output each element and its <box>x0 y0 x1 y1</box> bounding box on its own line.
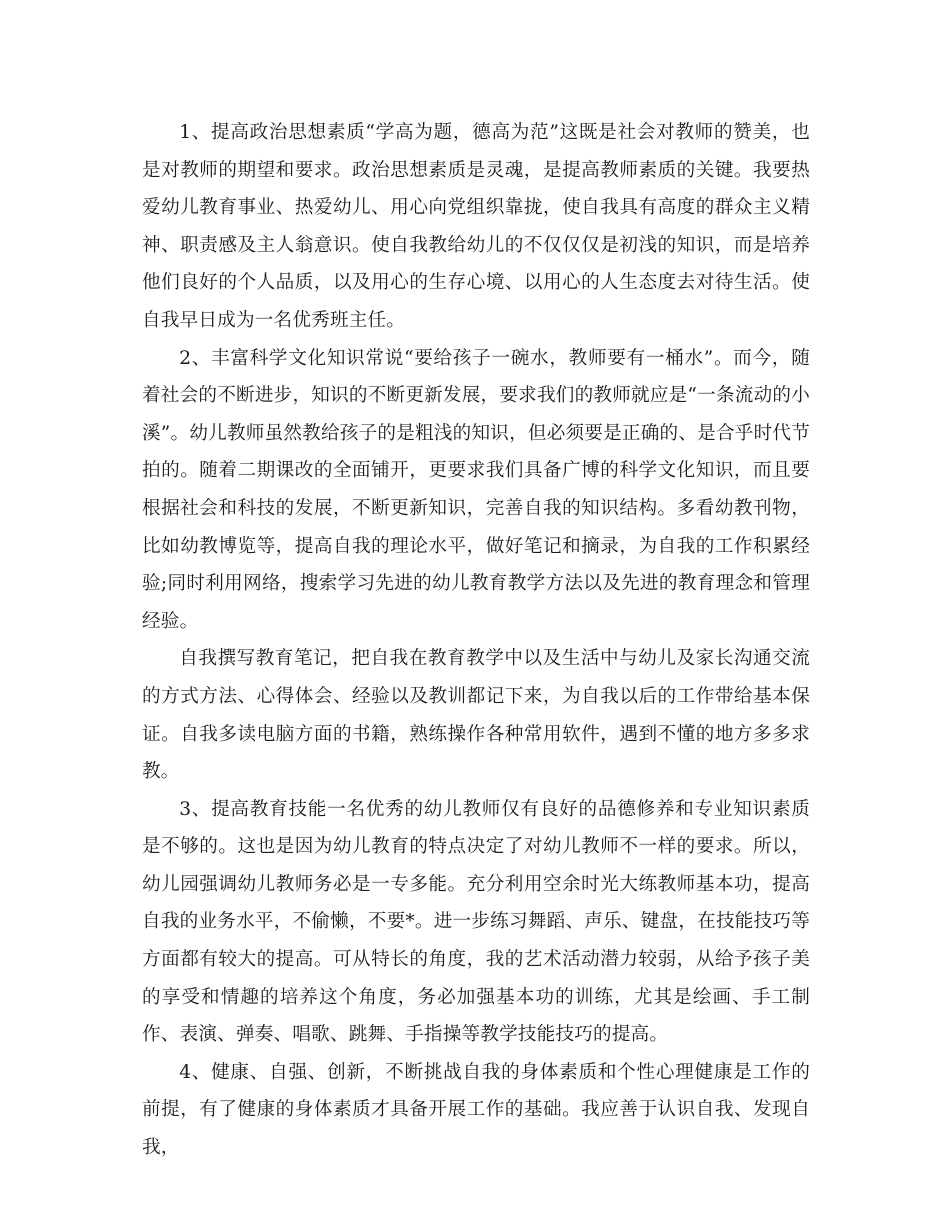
paragraph-5: 4、健康、自强、创新，不断挑战自我的身体素质和个性心理健康是工作的前提，有了健康的身体素质才具备开展工作的基础。我应善于认识自我、发现自我， <box>142 1061 810 1159</box>
paragraph-3: 自我撰写教育笔记，把自我在教育教学中以及生活中与幼儿及家长沟通交流的方式方法、心得体会、经验以及教训都记下来，为自我以后的工作带给基本保证。自我多读电脑方面的书籍，熟练操作各种常用软件，遇到不懂的地方多多求教。 <box>142 648 810 783</box>
paragraph-4: 3、提高教育技能一名优秀的幼儿教师仅有良好的品德修养和专业知识素质是不够的。这也是因为幼儿教育的特点决定了对幼儿教师不一样的要求。所以，幼儿园强调幼儿教师务必是一专多能。充分利用空余时光大练教师基本功，提高自我的业务水平，不偷懒，不要*。进一步练习舞蹈、声乐、键盘，在技能技巧等方面都有较大的提高。可从特长的角度，我的艺术活动潜力较弱，从给予孩子美的享受和情趣的培养这个角度，务必加强基本功的训练，尤其是绘画、手工制作、表演、弹奏、唱歌、跳舞、手指操等教学技能技巧的提高。 <box>142 798 810 1046</box>
document-body <box>142 114 810 1167</box>
paragraph-1: 1、提高政治思想素质“学高为题，德高为范”这既是社会对教师的赞美，也是对教师的期望和要求。政治思想素质是灵魂，是提高教师素质的关键。我要热爱幼儿教育事业、热爱幼儿、用心向党组织靠拢，使自我具有高度的群众主义精神、职责感及主人翁意识。使自我教给幼儿的不仅仅仅是初浅的知识，而是培养他们良好的个人品质，以及用心的生存心境、以用心的人生态度去对待生活。使自我早日成为一名优秀班主任。 <box>142 122 810 331</box>
paragraph-2: 2、丰富科学文化知识常说“要给孩子一碗水，教师要有一桶水”。而今，随着社会的不断进步，知识的不断更新发展，要求我们的教师就应是“一条流动的小溪”。幼儿教师虽然教给孩子的是粗浅的知识，但必须要是正确的、是合乎时代节拍的。随着二期课改的全面铺开，更要求我们具备广博的科学文化知识，而且要根据社会和科技的发展，不断更新知识，完善自我的知识结构。多看幼教刊物，比如幼教博览等，提高自我的理论水平，做好笔记和摘录，为自我的工作积累经验;同时利用网络，搜索学习先进的幼儿教育教学方法以及先进的教育理念和管理经验。 <box>142 347 810 632</box>
